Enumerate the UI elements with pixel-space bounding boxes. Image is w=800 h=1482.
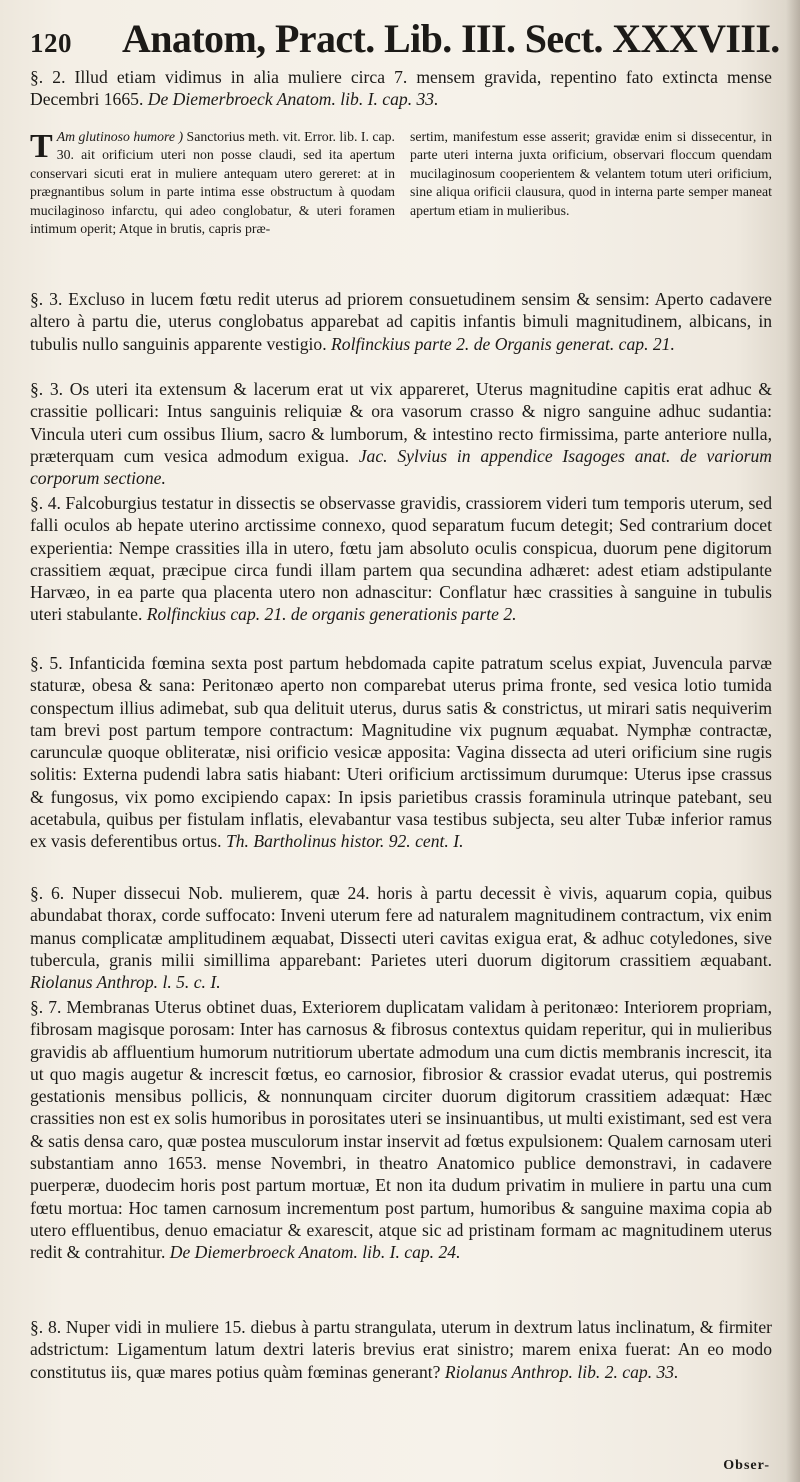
section-5-text: §. 5. Infanticida fœmina sexta post partum hebdomada capite patratum scelus expiat, Juvencula parvæ staturæ, obesa & sana: Peritonæo aperto non comparebat uterus prima fronte, sed vesica lotio tumida conspectum illius adimebat, sub qua delituit uterus, durus satis & constrictus, ut mirari satis nequiverim tam brevi post partum tempore contractum: Magnitudine vix pugnum æquabat. Nymphæ contractæ, carunculæ quoque obliteratæ, nisi orificio vesicæ apposita: Vagina dissecta ad uteri orificium sine rugis solitis: Externa pudendi labra satis hiabant: Uteri orificium arctissimum durumque: Uterus ipse crassus & fungosus, vix pomo excipiendo capax: In ipsis parietibus crassis foraminula utrinque patebant, seu acetabula, quibus per fistulam inflatis, elevabantur vasa testibus subjecta, seu alter Tubæ inferior ramus ex vasis deferentibus ortus. xyxy=(30,653,772,852)
running-title: Anatom, Pract. Lib. III. Sect. XXXVIII. xyxy=(122,16,780,61)
section-3b xyxy=(30,378,772,489)
page-header xyxy=(30,12,782,64)
section-4-reference: Rolfinckius cap. 21. de organis generationis parte 2. xyxy=(146,604,517,625)
note-left-text: Sanctorius meth. vit. Error. lib. I. cap. 30. ait orificium uteri non posse claudi, sed ita apertum conservari sicuti erat in muliere antequam utero gereret: at in prægnantibus solum in parte intima esse obstructum à quodam mucilaginoso infarctu, qui adeo conglobatur, & uteri foramen intimum operit; Atque in brutis, capris præ- xyxy=(30,129,395,237)
note-column-left xyxy=(30,128,395,238)
section-2-text: §. 2. Illud etiam vidimus in alia muliere circa 7. mensem gravida, repentino fato extincta mense Decembri 1665. xyxy=(30,67,772,110)
section-5 xyxy=(30,652,772,853)
section-6-reference: Riolanus Anthrop. l. 5. c. I. xyxy=(30,972,221,993)
section-7 xyxy=(30,996,772,1264)
section-7-reference: De Diemerbroeck Anatom. lib. I. cap. 24. xyxy=(169,1242,461,1263)
section-4 xyxy=(30,492,772,626)
section-3a xyxy=(30,288,772,355)
page-number: 120 xyxy=(30,28,72,58)
section-3a-reference: Rolfinckius parte 2. de Organis generat. cap. 21. xyxy=(331,333,675,354)
commentary-notes xyxy=(30,128,772,278)
note-lemma: Am glutinoso humore ) xyxy=(56,129,184,144)
section-3b-text: §. 3. Os uteri ita extensum & lacerum erat ut vix appareret, Uterus magnitudine capitis erat adhuc & crassitie pollicari: Intus sanguinis reliquiæ & ora vasorum crasso & nigro sanguine adhuc sudantia: Vincula uteri cum ossibus Ilium, sacro & lumborum, & intestino recto firmissima, parte anteriore nulla, præterquam cum vesica admodum exigua. xyxy=(30,379,772,466)
section-3b-reference: Jac. Sylvius in appendice Isagoges anat. de variorum corporum sectione. xyxy=(30,445,772,489)
section-6-text: §. 6. Nuper dissecui Nob. mulierem, quæ 24. horis à partu decessit è vivis, aquarum copia, quibus abundabat thorax, corde suffocato: Inveni uterum fere ad naturalem magnitudinem contractum, vix enim manus complicatæ amplitudinem æquabat, Dissecti uteri cavitas exigua erat, & adhuc cotyledones, sive tubercula, granis milii simillima apparebant: Parietes uteri duorum digitorum crassitiem æquabant. xyxy=(30,883,772,970)
section-5-reference: Th. Bartholinus histor. 92. cent. I. xyxy=(225,831,464,852)
drop-cap: T xyxy=(30,128,53,165)
section-2-reference: De Diemerbroeck Anatom. lib. I. cap. 33. xyxy=(147,89,439,110)
section-2 xyxy=(30,66,772,111)
section-3a-text: §. 3. Excluso in lucem fœtu redit uterus ad priorem consuetudinem sensim & sensim: Aperto cadavere altero à partu die, uterus conglobatus apparebat ad capitis infantis bimuli magnitudinem, albicans, in tubulis nullo sanguinis apparente vestigio. xyxy=(30,289,772,354)
note-right-text: sertim, manifestum esse asserit; gravidæ enim si dissecentur, in parte uteri interna juxta orificium, observari floccum quendam mucilaginosum cooperientem & velantem totum uteri orificium, sine aliqua orificii clausura, quod in interna parte semper maneat apertum etiam in mulieribus. xyxy=(410,129,772,218)
catchword: Obser- xyxy=(723,1458,770,1473)
page-gutter-shadow xyxy=(786,0,800,1482)
section-4-text: §. 4. Falcoburgius testatur in dissectis se observasse gravidis, crassiorem videri tum temporis uterum, sed falli oculos ab hepate uterino arctissime connexo, quod separatum fucum detegit; Sed contrarium docet experientia: Nempe crassities illa in utero, fœtu jam absoluto oculis conspicua, duorum pene digitorum crassitiem æquat, præcipue circa fundi illam partem qua secundina adhæret: adest etiam adstipulante Harvæo, in ea parte qua placenta utero non adnascitur: Conflatur hæc crassities à sanguine in tubulis uteri stabulante. xyxy=(30,493,772,625)
section-6 xyxy=(30,882,772,993)
note-column-right xyxy=(410,128,772,220)
section-7-text: §. 7. Membranas Uterus obtinet duas, Exteriorem duplicatam validam à peritonæo: Interiorem propriam, fibrosam magisque porosam: Inter has carnosus & fibrosus contextus quidam reperitur, qui in mulieribus gravidis ab affluentium humorum nutritiorum ubertate admodum una cum dictis membranis increscit, ita ut quo magis augetur & increscit fœtus, eo carnosior, fibrosior & crassior evadat uterus, qui postremis gestationis mensibus pollicis, & nonnunquam circiter duorum digitorum crassitiem adæquat: Hæc crassities non est ex solis humoribus in porositates uteri se insinuantibus, ut multi existimant, sed est vera & satis densa caro, quæ postea musculorum instar inservit ad fœtus expulsionem: Qualem carnosam uteri substantiam anno 1653. mense Novembri, in theatro Anatomico publice demonstravi, in cadavere puerperæ, duodecim horis post partum mortuæ, Et non ita dudum privatim in muliere in partu una cum fœtu mortua: Hoc tamen carnosum incrementum post partum, humoribus & sanguine maxima copia ab utero effluentibus, denuo emaciatur & exarescit, atque sic ad pristinam formam ac magnitudinem uterus redit & contrahitur. xyxy=(30,997,772,1263)
section-8-reference: Riolanus Anthrop. lib. 2. cap. 33. xyxy=(444,1361,679,1382)
section-8-text: §. 8. Nuper vidi in muliere 15. diebus à partu strangulata, uterum in dextrum latus inclinatum, & firmiter adstrictum: Ligamentum latum dextri lateris brevius erat sinistro; marem enixa fuerat: An eo modo constitutus iis, quæ mares potius quàm fœminas generant? xyxy=(30,1317,772,1382)
section-8 xyxy=(30,1316,772,1383)
